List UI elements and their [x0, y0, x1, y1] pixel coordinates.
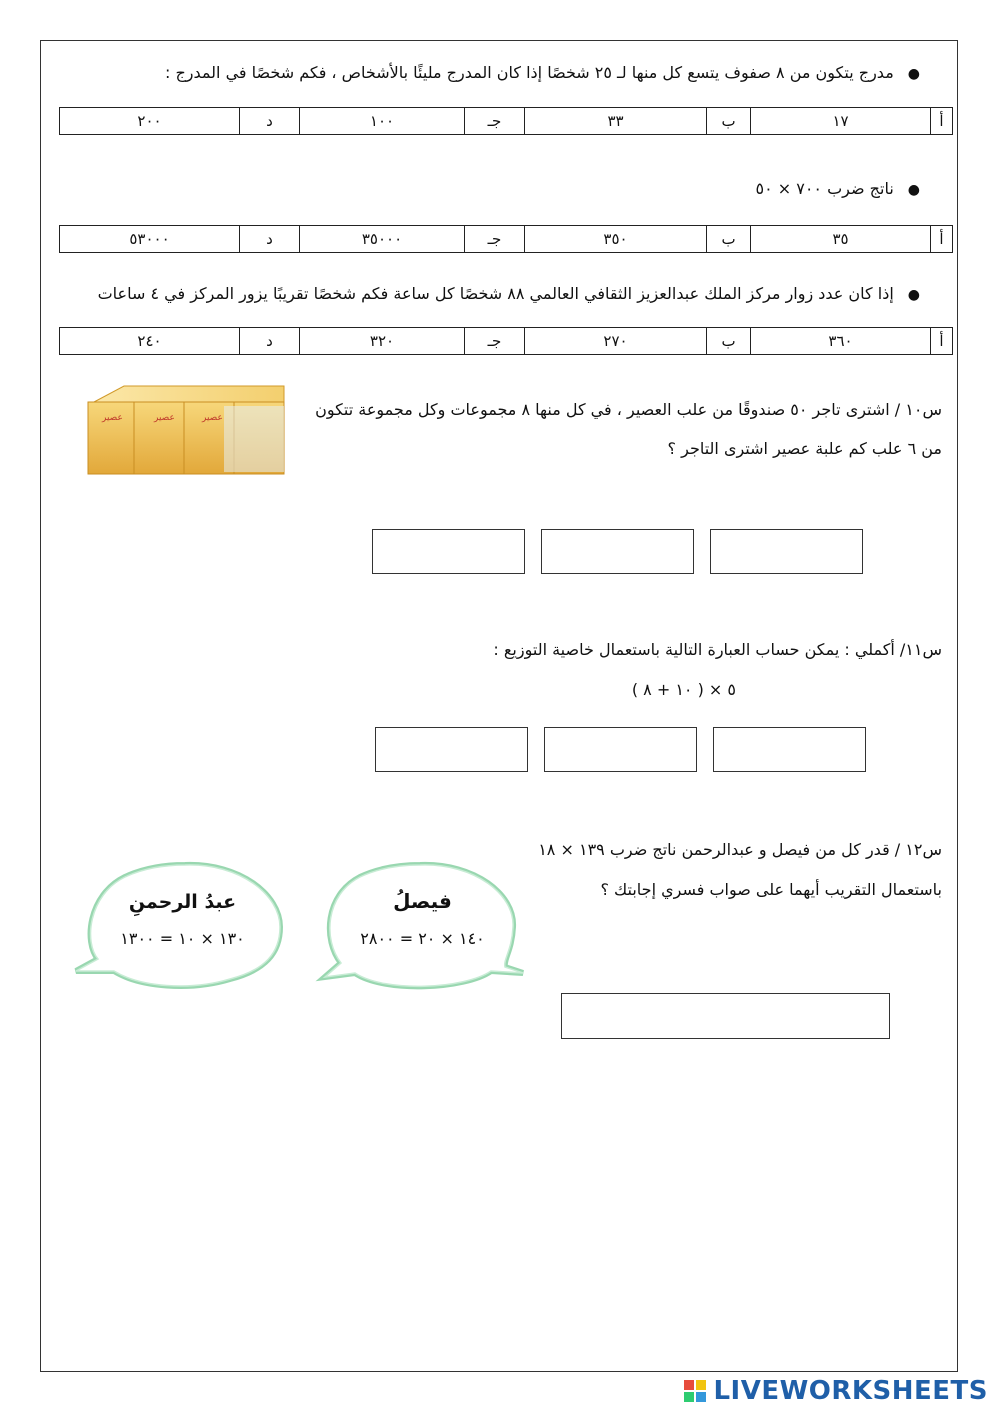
option-value[interactable]: ٥٣٠٠٠: [60, 226, 240, 253]
answer-box[interactable]: [710, 529, 863, 574]
option-value[interactable]: ٢٠٠: [60, 108, 240, 135]
juice-boxes-image: [84, 380, 294, 480]
question-11-line1: س١١/ أكملي : يمكن حساب العبارة التالية باستعمال خاصية التوزيع :: [493, 640, 942, 659]
option-label: ب: [707, 108, 751, 135]
juice-label: عصير: [202, 413, 223, 423]
bullet-icon: ●: [907, 182, 920, 198]
option-label: ب: [707, 226, 751, 253]
answer-box[interactable]: [544, 727, 697, 772]
option-label: د: [240, 328, 300, 355]
bubble-equation: ١٤٠ × ٢٠ = ٢٨٠٠: [360, 929, 485, 948]
question-text: ناتج ضرب ٧٠٠ × ٥٠: [755, 179, 894, 198]
bubble-name: فيصلُ: [393, 889, 452, 913]
question-stadium: [165, 63, 920, 82]
option-label: د: [240, 226, 300, 253]
option-value[interactable]: ٣٥: [751, 226, 931, 253]
question-multiply: [755, 179, 920, 198]
liveworksheets-logo: [683, 1374, 988, 1408]
bullet-icon: ●: [907, 66, 920, 82]
answer-box[interactable]: [541, 529, 694, 574]
option-label: أ: [931, 108, 953, 135]
option-value[interactable]: ٣٣: [525, 108, 707, 135]
option-label: د: [240, 108, 300, 135]
question-visitors: [98, 284, 920, 303]
option-value[interactable]: ٢٤٠: [60, 328, 240, 355]
option-label: جـ: [465, 226, 525, 253]
option-label: جـ: [465, 328, 525, 355]
question-text: إذا كان عدد زوار مركز الملك عبدالعزيز الثقافي العالمي ٨٨ شخصًا كل ساعة فكم شخصًا تقريبًا يزور المركز في ٤ ساعات: [97, 284, 894, 303]
question-11-expression: ٥ × ( ١٠ + ٨ ): [631, 680, 736, 699]
option-value[interactable]: ١٧: [751, 108, 931, 135]
answer-box[interactable]: [561, 993, 890, 1039]
option-value[interactable]: ٢٧٠: [525, 328, 707, 355]
option-label: ب: [707, 328, 751, 355]
bubble-name: عبدُ الرحمنِ: [128, 891, 237, 913]
option-label: أ: [931, 328, 953, 355]
juice-label: عصير: [154, 413, 175, 423]
question-10-line2: من ٦ علب كم علبة عصير اشترى التاجر ؟: [667, 439, 942, 458]
logo-icon: [683, 1379, 707, 1403]
speech-bubble-abdulrahman: [70, 855, 295, 1000]
answer-box[interactable]: [372, 529, 525, 574]
options-table-stadium: [59, 107, 953, 135]
speech-bubble-faisal: [315, 855, 530, 1000]
options-table-multiply: [59, 225, 953, 253]
options-table-visitors: [59, 327, 953, 355]
option-value[interactable]: ٣٥٠٠٠: [300, 226, 465, 253]
option-label: أ: [931, 226, 953, 253]
option-value[interactable]: ٣٦٠: [751, 328, 931, 355]
bullet-icon: ●: [907, 287, 920, 303]
question-text: مدرج يتكون من ٨ صفوف يتسع كل منها لـ ٢٥ شخصًا إذا كان المدرج مليئًا بالأشخاص ، فكم شخصًا في المدرج :: [164, 63, 894, 82]
bubble-equation: ١٣٠ × ١٠ = ١٣٠٠: [120, 929, 245, 948]
answer-box[interactable]: [713, 727, 866, 772]
brand-name: LIVEWORKSHEETS: [713, 1376, 988, 1406]
option-value[interactable]: ١٠٠: [300, 108, 465, 135]
question-10-line1: س١٠ / اشترى تاجر ٥٠ صندوقًا من علب العصير ، في كل منها ٨ مجموعات وكل مجموعة تتكون: [315, 400, 942, 419]
answer-box[interactable]: [375, 727, 528, 772]
question-12-line1: س١٢ / قدر كل من فيصل و عبدالرحمن ناتج ضرب ١٣٩ × ١٨: [538, 840, 942, 859]
juice-label: عصير: [102, 413, 123, 423]
question-12-line2: باستعمال التقريب أيهما على صواب فسري إجابتك ؟: [600, 880, 942, 899]
option-label: جـ: [465, 108, 525, 135]
option-value[interactable]: ٣٢٠: [300, 328, 465, 355]
option-value[interactable]: ٣٥٠: [525, 226, 707, 253]
